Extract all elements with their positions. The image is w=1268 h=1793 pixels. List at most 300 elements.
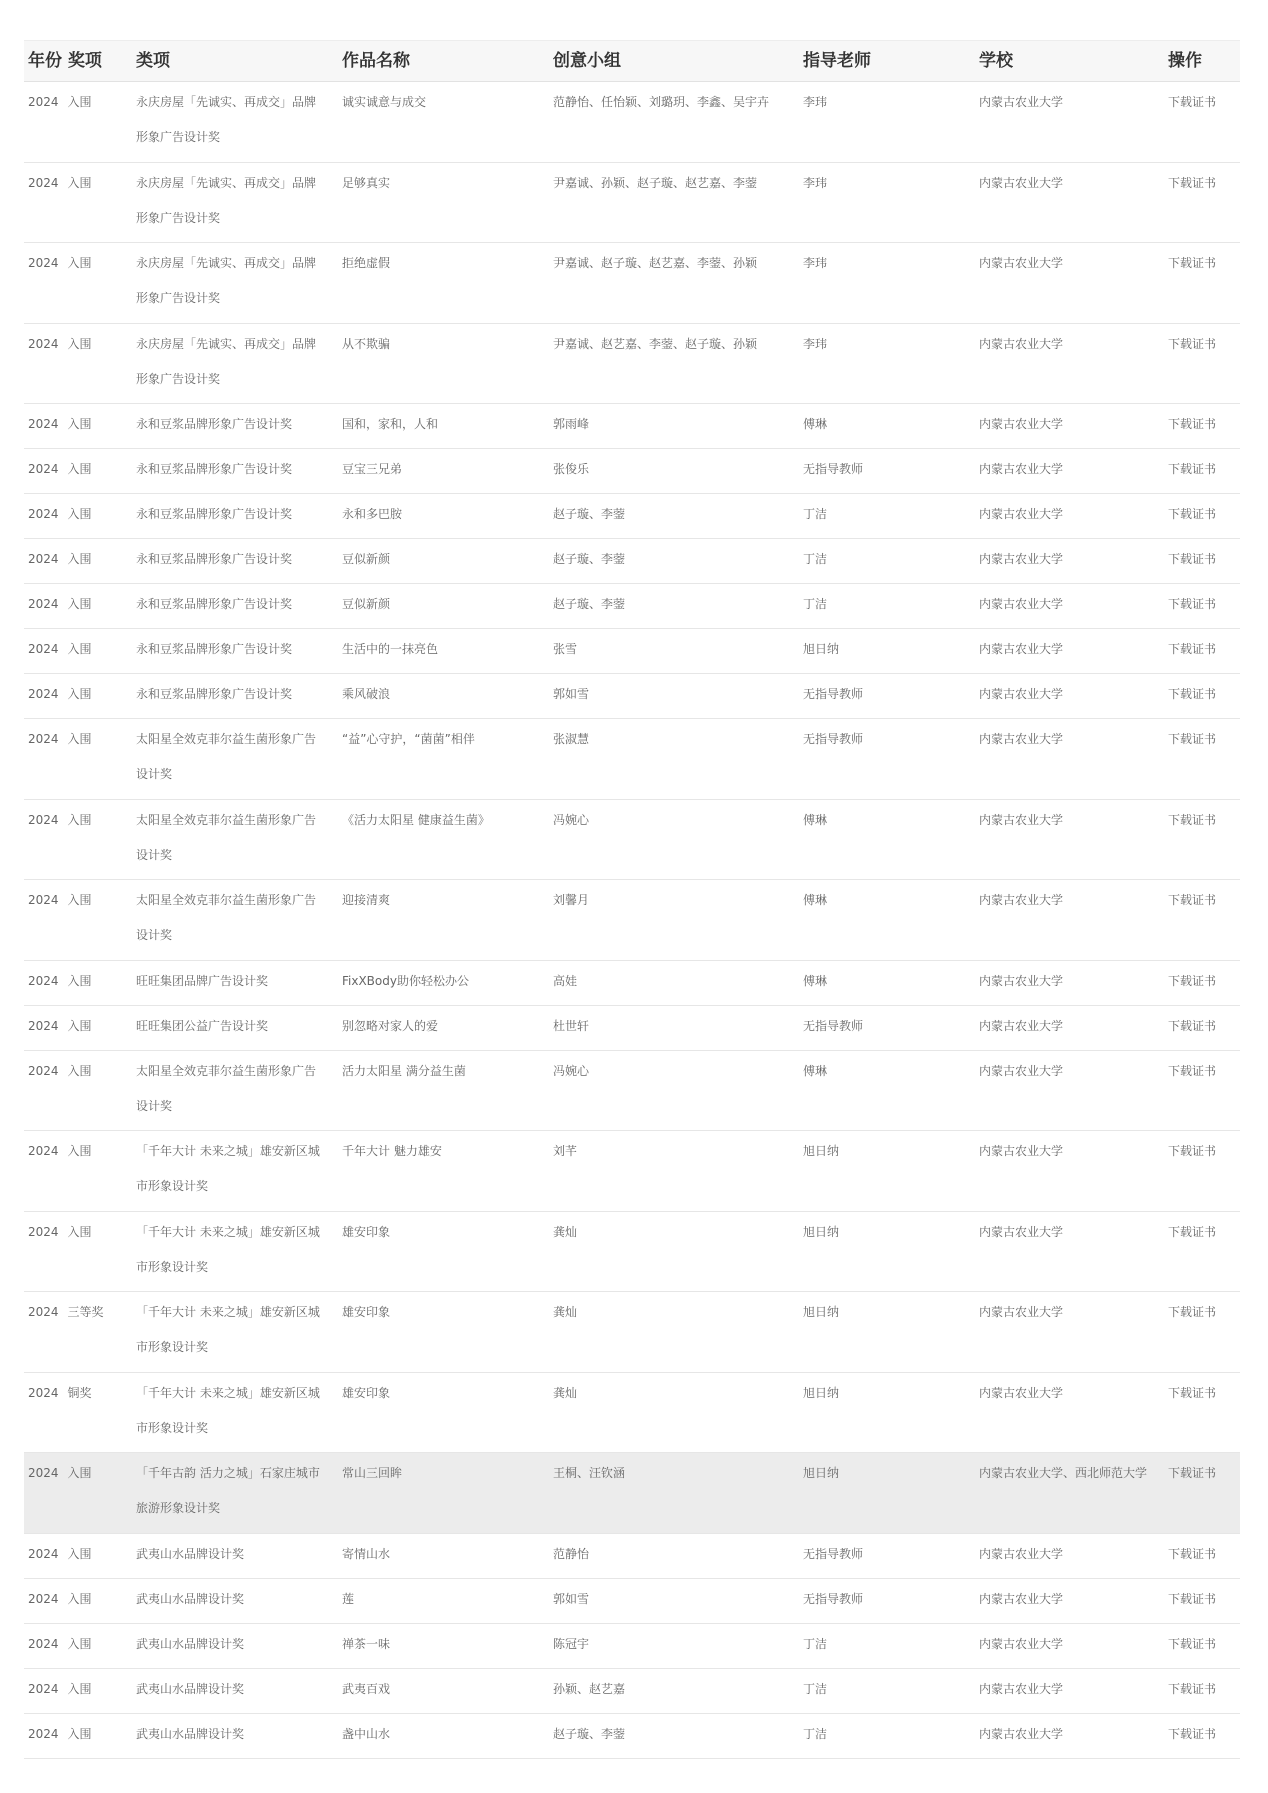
year-award-cell: [24, 719, 132, 757]
award-value: 入围: [67, 552, 92, 566]
category-value: 太阳星全效克菲尔益生菌形象广告设计奖: [136, 732, 317, 781]
category-value: 武夷山水品牌设计奖: [136, 1591, 245, 1606]
year-award-cell: [24, 584, 132, 622]
work-title: 雄安印象: [342, 1305, 391, 1319]
teacher-name: 无指导教师: [803, 462, 864, 476]
header-school: 学校: [979, 51, 1013, 71]
year-value: 2024: [28, 1466, 59, 1480]
award-value: 入围: [67, 417, 92, 431]
category-cell: [132, 1453, 338, 1526]
year-award-cell: [24, 800, 132, 838]
category-cell: [132, 1373, 338, 1446]
category-cell: [132, 243, 338, 316]
category-cell: [132, 719, 338, 792]
category-cell: [132, 1212, 338, 1285]
download-certificate-link[interactable]: 下载证书: [1168, 256, 1217, 270]
creative-group: 赵子璇、李蓥: [553, 1726, 626, 1741]
download-certificate-link[interactable]: 下载证书: [1168, 1305, 1217, 1319]
award-value: 入围: [67, 812, 92, 827]
category-value: 永和豆浆品牌形象广告设计奖: [136, 417, 293, 431]
header-group: 创意小组: [553, 51, 621, 71]
download-certificate-link[interactable]: 下载证书: [1168, 507, 1217, 521]
download-certificate-link[interactable]: 下载证书: [1168, 175, 1217, 190]
awards-table: [24, 40, 1240, 1759]
teacher-name: 傅琳: [803, 893, 828, 907]
award-value: 入围: [67, 893, 92, 907]
category-cell: [132, 1669, 338, 1707]
year-value: 2024: [28, 1063, 59, 1078]
teacher-name: 傅琳: [803, 973, 828, 988]
year-value: 2024: [28, 1636, 59, 1651]
school-name: 内蒙古农业大学: [979, 687, 1064, 701]
award-value: 入围: [67, 732, 92, 746]
award-value: 入围: [67, 1546, 92, 1561]
work-title: 别忽略对家人的爱: [342, 1018, 439, 1033]
year-award-cell: [24, 1624, 132, 1662]
category-value: 太阳星全效克菲尔益生菌形象广告设计奖: [136, 893, 317, 942]
award-value: 入围: [67, 462, 92, 476]
work-title: 活力太阳星 满分益生菌: [342, 1063, 466, 1078]
work-title: 武夷百戏: [342, 1681, 391, 1696]
table-row: [24, 1453, 1240, 1534]
category-cell: [132, 1131, 338, 1204]
teacher-name: 旭日纳: [803, 1305, 840, 1319]
school-name: 内蒙古农业大学: [979, 462, 1064, 476]
table-body: [24, 82, 1240, 1759]
creative-group: 范静怡: [553, 1546, 590, 1561]
year-award-cell: [24, 1534, 132, 1572]
download-certificate-link[interactable]: 下载证书: [1168, 1636, 1217, 1651]
category-cell: [132, 880, 338, 953]
year-award-cell: [24, 1212, 132, 1250]
download-certificate-link[interactable]: 下载证书: [1168, 552, 1217, 566]
download-certificate-link[interactable]: 下载证书: [1168, 462, 1217, 476]
teacher-name: 无指导教师: [803, 1591, 864, 1606]
category-value: 武夷山水品牌设计奖: [136, 1636, 245, 1651]
table-row: [24, 1579, 1240, 1624]
table-row: [24, 163, 1240, 244]
school-name: 内蒙古农业大学: [979, 552, 1064, 566]
work-title: 盏中山水: [342, 1726, 391, 1741]
year-value: 2024: [28, 462, 59, 476]
award-value: 铜奖: [67, 1385, 92, 1400]
category-value: 永和豆浆品牌形象广告设计奖: [136, 597, 293, 611]
table-row: [24, 1292, 1240, 1373]
category-value: 永庆房屋「先诚实、再成交」品牌形象广告设计奖: [136, 336, 317, 386]
category-cell: [132, 1714, 338, 1752]
table-row: [24, 1051, 1240, 1132]
work-title: 永和多巴胺: [342, 507, 403, 521]
category-cell: [132, 449, 338, 487]
school-name: 内蒙古农业大学: [979, 1144, 1064, 1158]
download-certificate-link[interactable]: 下载证书: [1168, 1224, 1217, 1239]
category-value: 太阳星全效克菲尔益生菌形象广告设计奖: [136, 812, 317, 862]
category-value: 武夷山水品牌设计奖: [136, 1546, 245, 1561]
creative-group: 刘馨月: [553, 893, 590, 907]
category-cell: [132, 539, 338, 577]
school-name: 内蒙古农业大学: [979, 507, 1064, 521]
download-certificate-link[interactable]: 下载证书: [1168, 1144, 1217, 1158]
work-title: 足够真实: [342, 175, 391, 190]
year-award-cell: [24, 243, 132, 281]
year-value: 2024: [28, 1681, 59, 1696]
table-row: [24, 584, 1240, 629]
table-row: [24, 404, 1240, 449]
creative-group: 冯婉心: [553, 1063, 590, 1078]
school-name: 内蒙古农业大学: [979, 95, 1064, 109]
school-name: 内蒙古农业大学: [979, 1305, 1064, 1319]
year-award-cell: [24, 629, 132, 667]
download-certificate-link[interactable]: 下载证书: [1168, 95, 1217, 109]
year-award-cell: [24, 1579, 132, 1617]
year-value: 2024: [28, 256, 59, 270]
download-certificate-link[interactable]: 下载证书: [1168, 893, 1217, 907]
table-row: [24, 1534, 1240, 1579]
category-value: 武夷山水品牌设计奖: [136, 1681, 245, 1696]
header-year-award: 年份 奖项: [28, 51, 102, 71]
year-award-cell: [24, 539, 132, 577]
download-certificate-link[interactable]: 下载证书: [1168, 1546, 1217, 1561]
school-name: 内蒙古农业大学: [979, 256, 1064, 270]
school-name: 内蒙古农业大学: [979, 1591, 1064, 1606]
work-title: 拒绝虚假: [342, 256, 391, 270]
year-award-cell: [24, 1292, 132, 1330]
creative-group: 张俊乐: [553, 462, 590, 476]
year-award-cell: [24, 674, 132, 712]
year-award-cell: [24, 1131, 132, 1169]
year-value: 2024: [28, 1224, 59, 1239]
download-certificate-link[interactable]: 下载证书: [1168, 687, 1217, 701]
teacher-name: 丁洁: [803, 1636, 828, 1651]
work-title: FixXBody助你轻松办公: [342, 973, 469, 988]
work-title: 莲: [342, 1591, 355, 1606]
download-certificate-link[interactable]: 下载证书: [1168, 1063, 1217, 1078]
header-work: 作品名称: [342, 51, 410, 71]
category-value: 永和豆浆品牌形象广告设计奖: [136, 462, 293, 476]
school-name: 内蒙古农业大学: [979, 812, 1064, 827]
teacher-name: 旭日纳: [803, 642, 840, 656]
year-award-cell: [24, 1006, 132, 1044]
table-row: [24, 1212, 1240, 1293]
work-title: 寄情山水: [342, 1546, 391, 1561]
year-value: 2024: [28, 732, 59, 746]
creative-group: 杜世轩: [553, 1018, 590, 1033]
teacher-name: 丁洁: [803, 507, 828, 521]
creative-group: 王桐、汪钦涵: [553, 1466, 626, 1480]
table-row: [24, 539, 1240, 584]
year-value: 2024: [28, 1144, 59, 1158]
header-teacher: 指导老师: [803, 51, 871, 71]
award-value: 入围: [67, 1063, 92, 1078]
category-value: 「千年大计 未来之城」雄安新区城市形象设计奖: [136, 1385, 320, 1435]
work-title: 豆似新颜: [342, 552, 391, 566]
category-value: 永和豆浆品牌形象广告设计奖: [136, 552, 293, 566]
category-value: 「千年大计 未来之城」雄安新区城市形象设计奖: [136, 1305, 320, 1354]
year-award-cell: [24, 1453, 132, 1491]
creative-group: 张淑慧: [553, 732, 590, 746]
download-certificate-link[interactable]: 下载证书: [1168, 973, 1217, 988]
category-cell: [132, 404, 338, 442]
year-value: 2024: [28, 1018, 59, 1033]
table-row: [24, 629, 1240, 674]
work-title: “益”心守护，“菌菌”相伴: [342, 732, 475, 746]
teacher-name: 无指导教师: [803, 1546, 864, 1561]
download-certificate-link[interactable]: 下载证书: [1168, 1726, 1217, 1741]
teacher-name: 丁洁: [803, 552, 828, 566]
creative-group: 龚灿: [553, 1305, 578, 1319]
category-cell: [132, 494, 338, 532]
category-cell: [132, 1624, 338, 1662]
school-name: 内蒙古农业大学: [979, 175, 1064, 190]
download-certificate-link[interactable]: 下载证书: [1168, 642, 1217, 656]
year-award-cell: [24, 324, 132, 362]
work-title: 雄安印象: [342, 1224, 391, 1239]
table-row: [24, 1131, 1240, 1212]
award-value: 入围: [67, 256, 92, 270]
year-value: 2024: [28, 95, 59, 109]
award-value: 入围: [67, 1726, 92, 1741]
teacher-name: 旭日纳: [803, 1385, 840, 1400]
year-value: 2024: [28, 175, 59, 190]
download-certificate-link[interactable]: 下载证书: [1168, 812, 1217, 827]
work-title: 雄安印象: [342, 1385, 391, 1400]
year-value: 2024: [28, 417, 59, 431]
teacher-name: 无指导教师: [803, 732, 864, 746]
table-row: [24, 1714, 1240, 1759]
award-value: 三等奖: [67, 1305, 104, 1319]
table-header: [24, 40, 1240, 82]
teacher-name: 旭日纳: [803, 1466, 840, 1480]
download-certificate-link[interactable]: 下载证书: [1168, 336, 1217, 351]
school-name: 内蒙古农业大学: [979, 1063, 1064, 1078]
work-title: 从不欺骗: [342, 336, 391, 351]
download-certificate-link[interactable]: 下载证书: [1168, 732, 1217, 746]
work-title: 常山三回眸: [342, 1466, 403, 1480]
table-row: [24, 449, 1240, 494]
school-name: 内蒙古农业大学: [979, 973, 1064, 988]
table-row: [24, 800, 1240, 881]
teacher-name: 傅琳: [803, 1063, 828, 1078]
table-row: [24, 1624, 1240, 1669]
school-name: 内蒙古农业大学: [979, 893, 1064, 907]
award-value: 入围: [67, 1466, 92, 1480]
download-certificate-link[interactable]: 下载证书: [1168, 1591, 1217, 1606]
category-value: 旺旺集团公益广告设计奖: [136, 1018, 269, 1033]
year-award-cell: [24, 961, 132, 999]
creative-group: 龚灿: [553, 1385, 578, 1400]
year-value: 2024: [28, 812, 59, 827]
year-value: 2024: [28, 642, 59, 656]
award-value: 入围: [67, 1144, 92, 1158]
creative-group: 尹嘉诚、孙颖、赵子璇、赵艺嘉、李蓥: [553, 175, 758, 190]
school-name: 内蒙古农业大学: [979, 1546, 1064, 1561]
teacher-name: 李玮: [803, 95, 828, 109]
teacher-name: 旭日纳: [803, 1224, 840, 1239]
school-name: 内蒙古农业大学: [979, 1224, 1064, 1239]
category-value: 「千年大计 未来之城」雄安新区城市形象设计奖: [136, 1224, 320, 1274]
creative-group: 张雪: [553, 642, 578, 656]
creative-group: 尹嘉诚、赵子璇、赵艺嘉、李蓥、孙颖: [553, 256, 758, 270]
year-value: 2024: [28, 1305, 59, 1319]
award-value: 入围: [67, 597, 92, 611]
school-name: 内蒙古农业大学: [979, 1636, 1064, 1651]
category-value: 「千年古韵 活力之城」石家庄城市旅游形象设计奖: [136, 1466, 320, 1515]
year-value: 2024: [28, 973, 59, 988]
year-value: 2024: [28, 893, 59, 907]
year-value: 2024: [28, 1546, 59, 1561]
award-value: 入围: [67, 336, 92, 351]
category-value: 永和豆浆品牌形象广告设计奖: [136, 642, 293, 656]
award-value: 入围: [67, 175, 92, 190]
category-cell: [132, 961, 338, 999]
category-value: 永和豆浆品牌形象广告设计奖: [136, 687, 293, 701]
award-value: 入围: [67, 1018, 92, 1033]
year-award-cell: [24, 494, 132, 532]
award-value: 入围: [67, 507, 92, 521]
work-title: 禅茶一味: [342, 1636, 391, 1651]
header-category: 类项: [136, 51, 170, 71]
category-cell: [132, 1534, 338, 1572]
school-name: 内蒙古农业大学: [979, 417, 1064, 431]
category-value: 永庆房屋「先诚实、再成交」品牌形象广告设计奖: [136, 95, 317, 144]
creative-group: 刘芊: [553, 1144, 578, 1158]
award-value: 入围: [67, 1591, 92, 1606]
category-value: 旺旺集团品牌广告设计奖: [136, 973, 269, 988]
year-value: 2024: [28, 597, 59, 611]
year-value: 2024: [28, 1385, 59, 1400]
header-action: 操作: [1168, 51, 1202, 71]
creative-group: 郭如雪: [553, 687, 590, 701]
school-name: 内蒙古农业大学、西北师范大学: [979, 1466, 1148, 1480]
award-value: 入围: [67, 95, 92, 109]
school-name: 内蒙古农业大学: [979, 642, 1064, 656]
teacher-name: 李玮: [803, 256, 828, 270]
table-row: [24, 719, 1240, 800]
teacher-name: 丁洁: [803, 1726, 828, 1741]
award-value: 入围: [67, 1224, 92, 1239]
creative-group: 赵子璇、李蓥: [553, 507, 626, 521]
creative-group: 尹嘉诚、赵艺嘉、李蓥、赵子璇、孙颖: [553, 336, 758, 351]
category-cell: [132, 800, 338, 873]
table-row: [24, 961, 1240, 1006]
teacher-name: 李玮: [803, 336, 828, 351]
category-cell: [132, 1051, 338, 1124]
award-value: 入围: [67, 642, 92, 656]
creative-group: 高娃: [553, 973, 578, 988]
category-value: 永庆房屋「先诚实、再成交」品牌形象广告设计奖: [136, 175, 317, 225]
year-award-cell: [24, 404, 132, 442]
work-title: 乘风破浪: [342, 687, 391, 701]
table-row: [24, 674, 1240, 719]
work-title: 豆似新颜: [342, 597, 391, 611]
teacher-name: 丁洁: [803, 597, 828, 611]
category-value: 永和豆浆品牌形象广告设计奖: [136, 507, 293, 521]
category-value: 永庆房屋「先诚实、再成交」品牌形象广告设计奖: [136, 256, 317, 305]
school-name: 内蒙古农业大学: [979, 336, 1064, 351]
table-row: [24, 324, 1240, 405]
creative-group: 龚灿: [553, 1224, 578, 1239]
award-value: 入围: [67, 1636, 92, 1651]
category-cell: [132, 629, 338, 667]
award-value: 入围: [67, 973, 92, 988]
work-title: 豆宝三兄弟: [342, 462, 403, 476]
year-award-cell: [24, 880, 132, 918]
creative-group: 赵子璇、李蓥: [553, 552, 626, 566]
download-certificate-link[interactable]: 下载证书: [1168, 1018, 1217, 1033]
school-name: 内蒙古农业大学: [979, 597, 1064, 611]
year-award-cell: [24, 1051, 132, 1089]
award-value: 入围: [67, 1681, 92, 1696]
category-cell: [132, 82, 338, 155]
teacher-name: 傅琳: [803, 417, 828, 431]
category-value: 太阳星全效克菲尔益生菌形象广告设计奖: [136, 1063, 317, 1113]
teacher-name: 傅琳: [803, 812, 828, 827]
table-row: [24, 1669, 1240, 1714]
year-award-cell: [24, 82, 132, 120]
year-award-cell: [24, 1373, 132, 1411]
creative-group: 冯婉心: [553, 812, 590, 827]
category-cell: [132, 1579, 338, 1617]
download-certificate-link[interactable]: 下载证书: [1168, 597, 1217, 611]
teacher-name: 旭日纳: [803, 1144, 840, 1158]
award-value: 入围: [67, 687, 92, 701]
download-certificate-link[interactable]: 下载证书: [1168, 1466, 1217, 1480]
category-cell: [132, 1292, 338, 1365]
teacher-name: 无指导教师: [803, 1018, 864, 1033]
work-title: 生活中的一抹亮色: [342, 642, 439, 656]
table-row: [24, 82, 1240, 163]
year-value: 2024: [28, 552, 59, 566]
teacher-name: 丁洁: [803, 1681, 828, 1696]
table-row: [24, 1373, 1240, 1454]
year-award-cell: [24, 1714, 132, 1752]
year-award-cell: [24, 1669, 132, 1707]
download-certificate-link[interactable]: 下载证书: [1168, 417, 1217, 431]
year-value: 2024: [28, 1591, 59, 1606]
creative-group: 范静怡、任怡颖、刘璐玥、李鑫、吴宇卉: [553, 95, 770, 109]
category-cell: [132, 674, 338, 712]
school-name: 内蒙古农业大学: [979, 1726, 1064, 1741]
creative-group: 陈冠宇: [553, 1636, 590, 1651]
work-title: 千年大计 魅力雄安: [342, 1144, 442, 1158]
school-name: 内蒙古农业大学: [979, 1681, 1064, 1696]
download-certificate-link[interactable]: 下载证书: [1168, 1681, 1217, 1696]
year-award-cell: [24, 449, 132, 487]
year-value: 2024: [28, 336, 59, 351]
work-title: 国和，家和，人和: [342, 417, 439, 431]
category-value: 武夷山水品牌设计奖: [136, 1726, 245, 1741]
category-cell: [132, 1006, 338, 1044]
year-value: 2024: [28, 507, 59, 521]
table-row: [24, 1006, 1240, 1051]
category-cell: [132, 584, 338, 622]
year-value: 2024: [28, 1726, 59, 1741]
year-value: 2024: [28, 687, 59, 701]
school-name: 内蒙古农业大学: [979, 732, 1064, 746]
work-title: 《活力太阳星 健康益生菌》: [342, 812, 490, 827]
work-title: 迎接清爽: [342, 893, 391, 907]
school-name: 内蒙古农业大学: [979, 1385, 1064, 1400]
category-cell: [132, 324, 338, 397]
work-title: 诚实诚意与成交: [342, 95, 427, 109]
creative-group: 赵子璇、李蓥: [553, 597, 626, 611]
year-award-cell: [24, 163, 132, 201]
download-certificate-link[interactable]: 下载证书: [1168, 1385, 1217, 1400]
table-row: [24, 880, 1240, 961]
teacher-name: 李玮: [803, 175, 828, 190]
teacher-name: 无指导教师: [803, 687, 864, 701]
table-row: [24, 243, 1240, 324]
